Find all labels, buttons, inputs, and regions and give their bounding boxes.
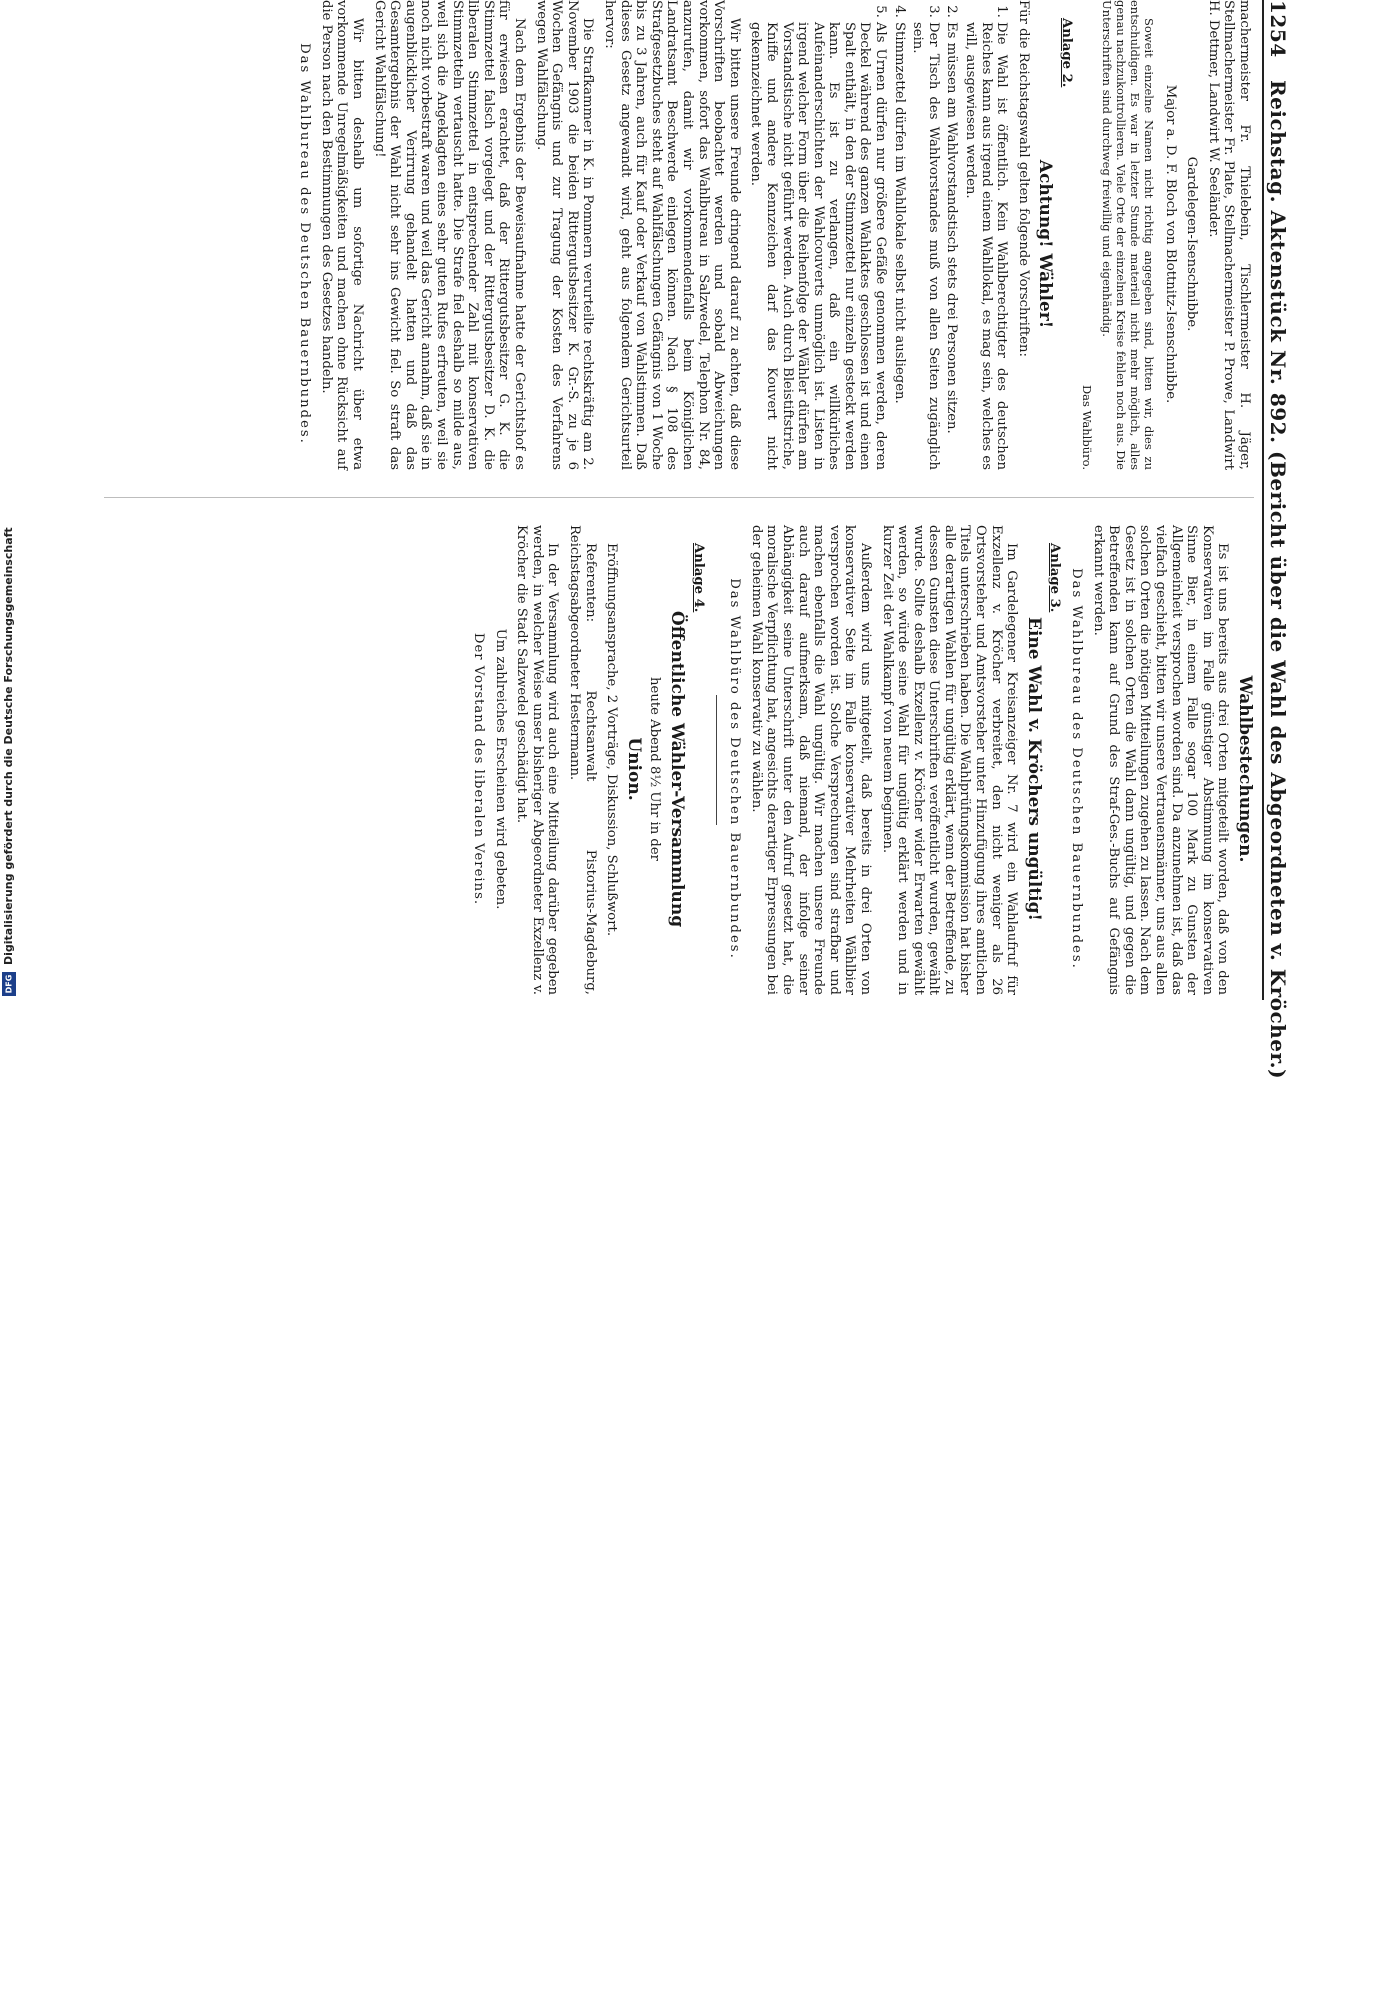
body-paragraph: Wir bitten deshalb um sofortige Nachricht über etwa vorkommende Unregelmäßigkeiten und machen ohne Rücksicht auf die Person nach den Bestimmungen des Gesetzes handeln. [318, 0, 366, 470]
list-item: 1. Die Wahl ist öffentlich. Kein Wahlberechtigter des deutschen Reiches kann aus irgend einem Wahllokal, es mag sein, welches es will, ausgewiesen werden. [962, 22, 1009, 470]
note-signature: Das Wahlbüro. [1080, 384, 1095, 470]
signatory-name: Major a. D. F. Bloch von Blottnitz-Isenschnibbe. [1162, 84, 1178, 404]
page-title: Reichstag. Aktenstück Nr. 892. (Bericht über die Wahl des Abgeordneten v. Kröcher.) [1266, 80, 1290, 1080]
event-speakers: Referenten: Rechtsanwalt Pistorius-Magdeburg, Reichstagsabgeordneter Hestermann. [567, 525, 598, 995]
section-label-anlage-4: Anlage 4. [690, 543, 706, 613]
body-paragraph: Wir bitten unsere Freunde dringend darauf zu achten, daß diese Vorschriften beobachtet werden und sobald Abweichungen vorkommen, sofort das Wahlbureau in Salzwedel, Telephon Nr. 84, anzurufen, damit wir vorkommendenfalls beim Königlichen Landratsamt Beschwerde einlegen können. Nach § 108 des Strafgesetzbuches steht auf Wahlfälschungen Gefängnis von 1 Woche bis zu 3 Jahren, auch für Kauf oder Verkauf von Wahlstimmen. Daß dieses Gesetz angewandt wird, geht aus folgendem Gerichtsurteil hervor: [602, 0, 742, 470]
page-number: 1254 [1266, 0, 1290, 58]
event-agenda: Eröffnungsansprache, 2 Vorträge, Diskussion, Schlußwort. [604, 543, 620, 937]
note-paragraph: Soweit einzelne Namen nicht richtig angegeben sind, bitten wir, dies zu entschuldigen. Es war in letzter Stunde materiell nicht mehr möglich, alles genau nachzukontrollieren. Viele Orte der einzelnen Kreise fehlen noch aus. Die Unterschriften sind durchweg freiwillig und eigenhändig. [1100, 0, 1157, 470]
section-label-anlage-2: Anlage 2. [1059, 18, 1075, 88]
body-paragraph: Die Strafkammer in K. in Pommern verurteilte rechtskräftig am 2. November 1903 die beiden Rittergutsbesitzer K. Gr.-S. zu je 6 Wochen Gefängnis und zur Tragung der Kosten des Verfahrens wegen Wahlfälschung. [533, 0, 596, 470]
dfg-logo: DFG [2, 972, 16, 996]
invitation-line: Um zahlreiches Erscheinen wird gebeten. [492, 628, 508, 910]
signature-wahlbuero: Das Wahlbüro des Deutschen Bauernbundes. [727, 578, 743, 960]
section-heading-achtung: Achtung! Wähler! [1035, 159, 1056, 329]
right-column [52, 525, 1255, 995]
page-header [1262, 0, 1290, 1080]
signature-bauernbund: Das Wahlbureau des Deutschen Bauernbundes. [297, 43, 313, 445]
dfg-credit-text: Digitalisierung gefördert durch die Deutsche Forschungsgemeinschaft [2, 527, 15, 965]
rotated-page [15, 0, 1290, 1080]
signature-verein: Der Vorstand des liberalen Vereins. [471, 632, 487, 906]
column-divider [104, 497, 1254, 498]
footer-credit-strip [0, 1000, 20, 2000]
event-venue: Union. [623, 737, 644, 801]
place-name: Gardelegen-Isenschnibbe. [1184, 156, 1200, 332]
signature-bauernbund: Das Wahlbureau des Deutschen Bauernbundes. [1069, 568, 1085, 970]
body-paragraph: Außerdem wird uns mitgeteilt, daß bereits in drei Orten von konservativer Seite im Falle konservativer Mehrheiten Wählbier versprochen worden ist. Solche Versprechungen sind strafbar und machen ebenfalls die Wahl ungültig. Wir machen unsere Freunde auch darauf aufmerksam, daß niemand, der infolge seiner Abhängigkeit seine Unterschrift unter den Aufruf gesetzt hat, die moralische Verpflichtung hat, angesichts derartiger Erpressungen bei der geheimen Wahl konservativ zu wählen. [748, 525, 873, 995]
section-label-anlage-3: Anlage 3. [1047, 543, 1063, 613]
left-column [52, 0, 1252, 470]
body-paragraph: In der Versammlung wird auch eine Mitteilung darüber gegeben werden, in welcher Weise unser bisheriger Abgeordneter Exzellenz v. Kröcher die Stadt Salzwedel geschädigt hat. [514, 525, 561, 995]
body-paragraph: Es ist uns bereits aus drei Orten mitgeteilt worden, daß von den Konservativen im Falle günstiger Abstimmung im konservativen Sinne Bier, in einem Falle sogar 100 Mark zu Gunsten der Allgemeinheit versprochen worden sind. Da anzunehmen ist, daß das vielfach geschieht, bitten wir unsere Vertrauensmänner, uns aus allen solchen Orten die nötigen Mitteilungen zugehen zu lassen. Nach dem Gesetz ist in solchen Orten die Wahl dann ungültig, und gegen die Betreffenden kann auf Grund des Straf-Ges.-Buchs auf Gefängnis erkannt werden. [1090, 525, 1231, 995]
body-paragraph: Nach dem Ergebnis der Beweisaufnahme hatte der Gerichtshof es für erwiesen erachtet, daß der Rittergutsbesitzer G. K. die Stimmzettel falsch vorgelegt und der Rittergutsbesitzer D. K. die liberalen Stimmzettel in entsprechender Zahl mit konservativen Stimmzetteln vertauscht hatte. Die Strafe fiel deshalb so milde aus, weil sich die Angeklagten eines sehr guten Rufes erfreuten, weil sie noch nicht vorbestraft waren und weil das Gericht annahm, daß sie in augenblicklicher Verirrung gehandelt hatten und daß das Gesamtergebnis der Wahl nicht sehr ins Gewicht fiel. So straft das Gericht Wahlfälschung! [371, 0, 528, 470]
signatory-list: machermeister Fr. Thielebein, Tischlermeister H. Jäger, Stellmachermeister Fr. Plate, Stellmachermeister P. Prowe, Landwirt H. Dettmer, Landwirt W. Seeländer. [1205, 0, 1252, 470]
list-item: 3. Der Tisch des Wahlvorstandes muß von allen Seiten zugänglich sein. [910, 22, 941, 470]
section-heading-kroecher: Eine Wahl v. Kröchers ungültig! [1023, 616, 1044, 921]
section-heading-versammlung: Öffentliche Wähler-Versammlung [667, 610, 687, 928]
list-item: 2. Es müssen am Wahlvorstandstisch stets drei Personen sitzen. [944, 22, 960, 470]
event-time: heute Abend 8½ Uhr in der [647, 677, 663, 861]
rules-lead: Für die Reichstagswahl gelten folgende Vorschriften: [1015, 0, 1031, 357]
list-item: 4. Stimmzettel dürfen im Wahllokale selbst nicht ausliegen. [891, 22, 907, 470]
list-item: 5. Als Urnen dürfen nur größere Gefäße genommen werden, deren Deckel während des ganzen Wahlaktes geschlossen ist und einen Spalt enthält, in den der Stimmzettel nur einzeln gesteckt werden kann. Es ist zu verlangen, daß ein willkürliches Aufeinanderschichten der Wahlcouverts unmöglich ist. Listen in irgend welcher Form über die Reihenfolge der Wähler dürfen am Vorstandstische nicht geführt werden. Auch durch Bleistiftstriche, Kniffe und andere Kennzeichen darf das Kouvert nicht gekennzeichnet werden. [748, 22, 888, 470]
section-heading-wahlbestechungen: Wahlbestechungen. [1235, 675, 1255, 863]
section-divider [716, 695, 717, 825]
rules-list [748, 0, 1010, 470]
body-paragraph: Im Gardelegener Kreisanzeiger Nr. 7 wird ein Wahlaufruf für Exzellenz v. Kröcher verbreitet, den nicht weniger als 26 Ortsvorsteher und Amtsvorsteher unter Hinzufügung ihres amtlichen Titels unterschrieben haben. Die Wahlprüfungskommission hat bisher alle derartigen Wahlen für ungültig erklärt, wenn der Betreffende, zu dessen Gunsten diese Unterschriften veröffentlicht wurden, gewählt wurde. Sollte deshalb Exzellenz v. Kröcher wider Erwarten gewählt werden, so würde seine Wahl für ungültig erklärt werden und in kurzer Zeit der Wahlkampf von neuem beginnen. [879, 525, 1020, 995]
